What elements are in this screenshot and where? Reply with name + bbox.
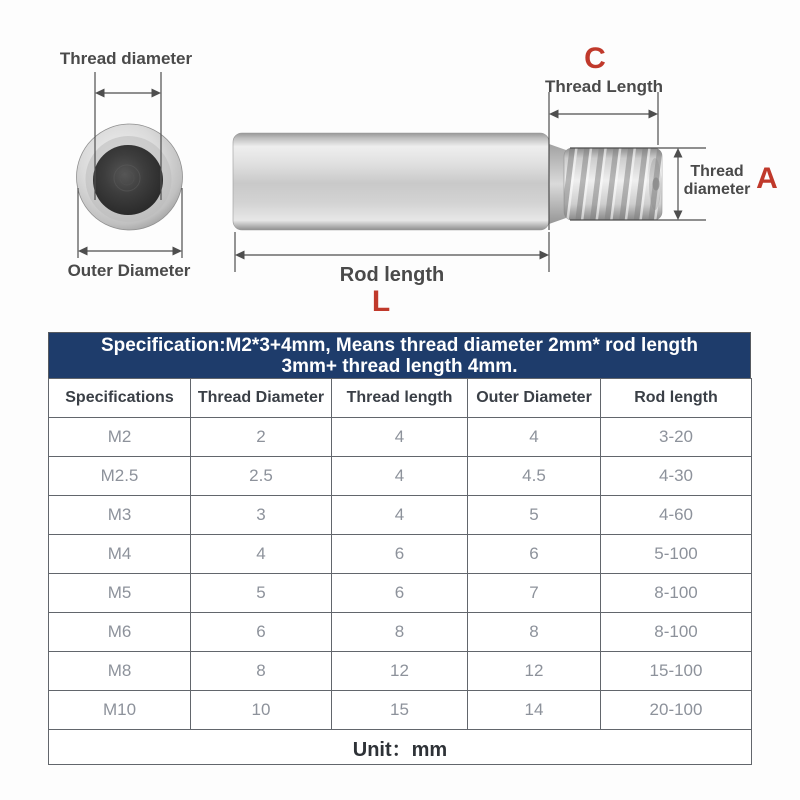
table-row — [49, 574, 752, 613]
unit-note: Unit：mm — [49, 730, 752, 765]
spec-name-cell: M3 — [49, 496, 191, 535]
spec-table-body — [49, 418, 752, 730]
thread-length-label: Thread Length — [544, 77, 664, 96]
spec-value-cell: 6 — [191, 613, 332, 652]
dimension-letter-c: C — [584, 42, 606, 75]
spec-value-cell: 4 — [332, 496, 468, 535]
spec-value-cell: 2 — [191, 418, 332, 457]
table-row — [49, 535, 752, 574]
table-row — [49, 418, 752, 457]
spec-value-cell: 4 — [332, 457, 468, 496]
spec-name-cell: M4 — [49, 535, 191, 574]
spec-table — [48, 378, 752, 765]
spec-value-cell: 14 — [468, 691, 601, 730]
spec-value-cell: 12 — [332, 652, 468, 691]
table-title-band — [48, 332, 751, 378]
table-footer-row — [49, 730, 752, 765]
table-row — [49, 691, 752, 730]
outer-diameter-label: Outer Diameter — [67, 261, 191, 280]
spec-value-cell: 4-60 — [601, 496, 752, 535]
dimension-letter-a: A — [756, 162, 778, 195]
table-header-row — [49, 379, 752, 418]
spec-value-cell: 3 — [191, 496, 332, 535]
end-view — [77, 124, 183, 230]
thread-section — [564, 148, 662, 220]
spec-value-cell: 2.5 — [191, 457, 332, 496]
spec-value-cell: 6 — [468, 535, 601, 574]
table-row — [49, 613, 752, 652]
spec-value-cell: 20-100 — [601, 691, 752, 730]
spec-name-cell: M2 — [49, 418, 191, 457]
spec-value-cell: 10 — [191, 691, 332, 730]
dimension-letter-l: L — [371, 285, 391, 318]
spec-name-cell: M5 — [49, 574, 191, 613]
thread-diameter-line2: diameter — [683, 180, 751, 198]
thread-diameter-sideview-label — [682, 163, 752, 199]
spec-name-cell: M10 — [49, 691, 191, 730]
column-header-thread-length: Thread length — [332, 379, 468, 418]
spec-value-cell: 12 — [468, 652, 601, 691]
spec-value-cell: 8 — [191, 652, 332, 691]
spec-value-cell: 7 — [468, 574, 601, 613]
spec-value-cell: 15 — [332, 691, 468, 730]
spec-value-cell: 4 — [332, 418, 468, 457]
column-header-specifications: Specifications — [49, 379, 191, 418]
spec-value-cell: 6 — [332, 574, 468, 613]
column-header-rod-length: Rod length — [601, 379, 752, 418]
spec-value-cell: 8 — [332, 613, 468, 652]
spec-value-cell: 5 — [468, 496, 601, 535]
spec-name-cell: M6 — [49, 613, 191, 652]
thread-diameter-endview-label: Thread diameter — [59, 49, 193, 68]
spec-value-cell: 5 — [191, 574, 332, 613]
technical-diagram — [0, 0, 800, 332]
table-row — [49, 652, 752, 691]
rod-length-label: Rod length — [339, 264, 445, 286]
table-title-line2: 3mm+ thread length 4mm. — [281, 356, 518, 377]
thread-diameter-line1: Thread — [690, 163, 744, 180]
spec-value-cell: 4.5 — [468, 457, 601, 496]
rod-chamfer — [549, 144, 566, 224]
spec-value-cell: 4-30 — [601, 457, 752, 496]
spec-value-cell: 5-100 — [601, 535, 752, 574]
spec-value-cell: 4 — [191, 535, 332, 574]
spec-table-section — [48, 332, 751, 765]
spec-value-cell: 3-20 — [601, 418, 752, 457]
spec-value-cell: 6 — [332, 535, 468, 574]
spec-value-cell: 8-100 — [601, 574, 752, 613]
table-row — [49, 496, 752, 535]
spec-name-cell: M2.5 — [49, 457, 191, 496]
spec-value-cell: 4 — [468, 418, 601, 457]
column-header-thread-diameter: Thread Diameter — [191, 379, 332, 418]
spec-name-cell: M8 — [49, 652, 191, 691]
table-row — [49, 457, 752, 496]
column-header-outer-diameter: Outer Diameter — [468, 379, 601, 418]
spec-value-cell: 8 — [468, 613, 601, 652]
spec-value-cell: 8-100 — [601, 613, 752, 652]
table-title-line1: Specification:M2*3+4mm, Means thread diameter 2mm* rod length — [100, 335, 699, 356]
spec-value-cell: 15-100 — [601, 652, 752, 691]
